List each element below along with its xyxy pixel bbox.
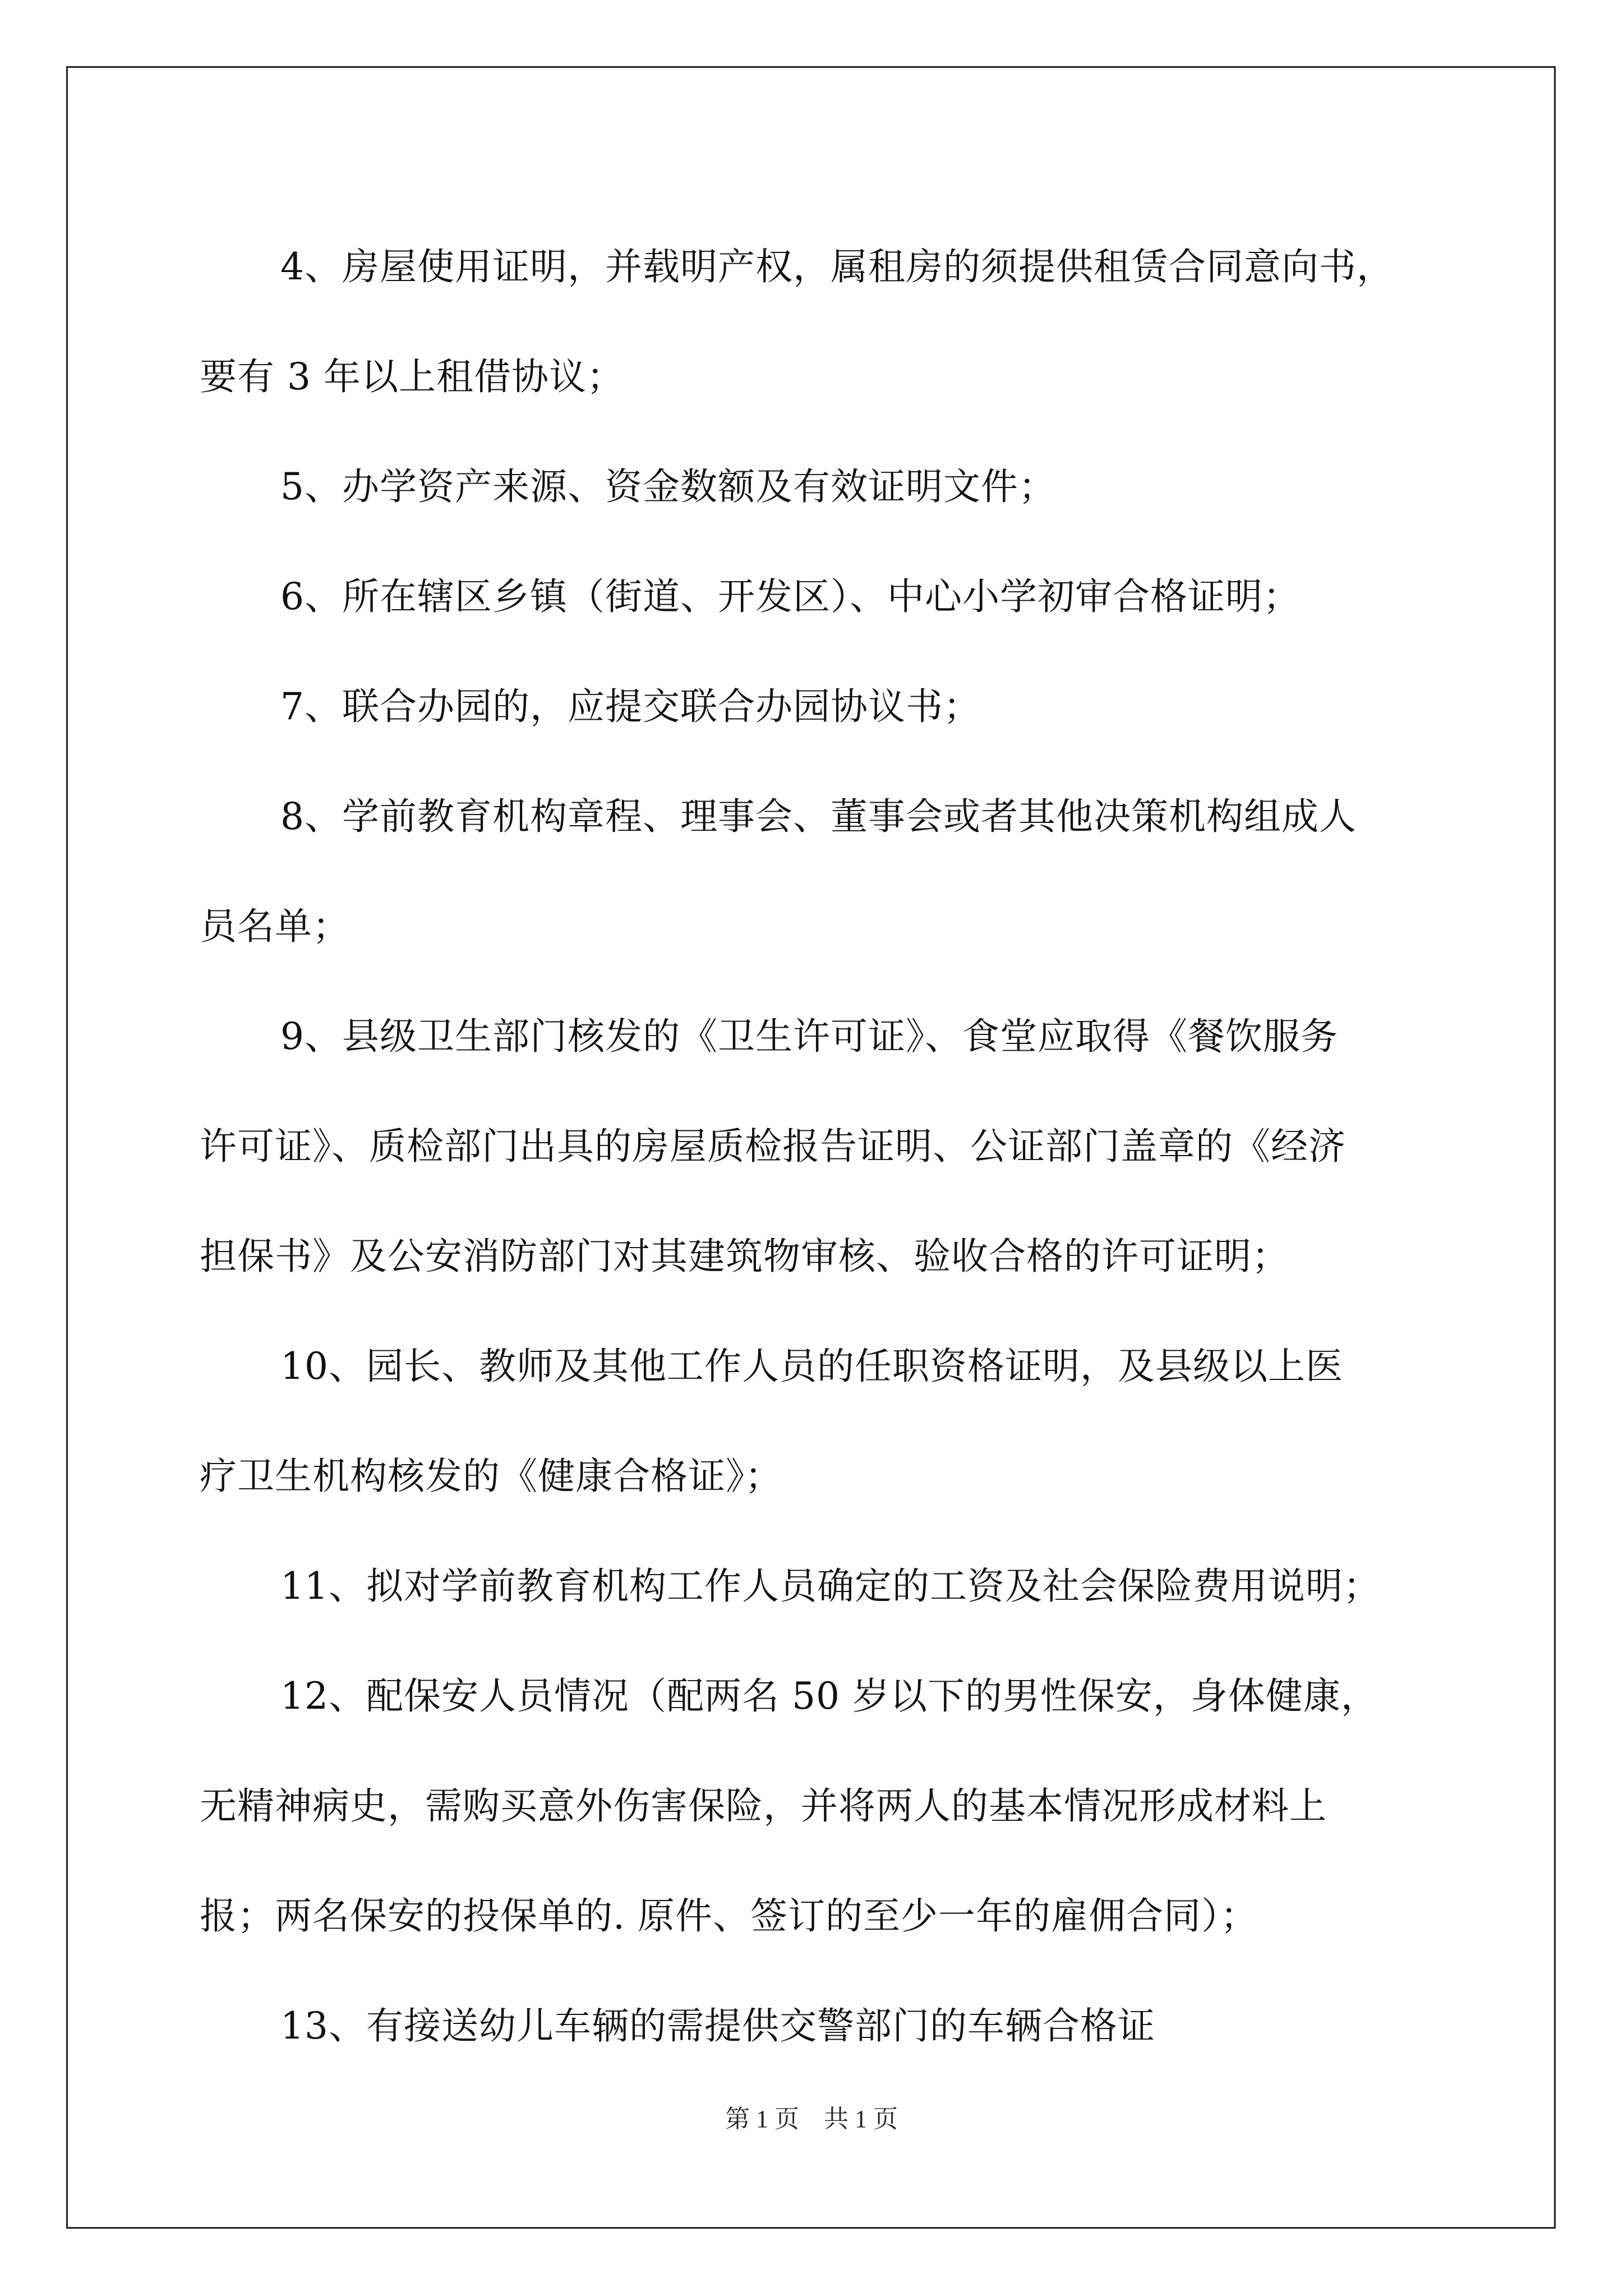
- document-body: [200, 212, 1433, 2081]
- paragraph-line: 8、学前教育机构章程、理事会、董事会或者其他决策机构组成人: [280, 795, 1357, 838]
- paragraph-line: 担保书》及公安消防部门对其建筑物审核、验收合格的许可证明；: [200, 1235, 1289, 1278]
- paragraph-line: 无精神病史，需购买意外伤害保险，并将两人的基本情况形成材料上: [200, 1784, 1327, 1828]
- paragraph-line: 4、房屋使用证明，并载明产权，属租房的须提供租赁合同意向书，: [280, 245, 1394, 288]
- paragraph-line: 许可证》、质检部门出具的房屋质检报告证明、公证部门盖章的《经济: [200, 1125, 1346, 1168]
- paragraph-line: 9、县级卫生部门核发的《卫生许可证》、食堂应取得《餐饮服务: [280, 1015, 1338, 1058]
- paragraph-line: 报；两名保安的投保单的. 原件、签订的至少一年的雇佣合同）；: [200, 1894, 1258, 1938]
- paragraph-line: 12、配保安人员情况（配两名 50 岁以下的男性保安，身体健康，: [280, 1674, 1378, 1718]
- paragraph-line: 13、有接送幼儿车辆的需提供交警部门的车辆合格证: [280, 2004, 1155, 2047]
- paragraph-line: 员名单；: [200, 905, 350, 948]
- paragraph-line: 7、联合办园的，应提交联合办园协议书；: [280, 685, 981, 728]
- paragraph-line: 要有 3 年以上租借协议；: [200, 355, 624, 398]
- page-number-footer: 第 1 页 共 1 页: [725, 2105, 898, 2133]
- paragraph-line: 疗卫生机构核发的《健康合格证》；: [200, 1455, 782, 1498]
- paragraph-line: 10、园长、教师及其他工作人员的任职资格证明，及县级以上医: [280, 1345, 1343, 1388]
- paragraph-line: 11、拟对学前教育机构工作人员确定的工资及社会保险费用说明；: [280, 1565, 1381, 1608]
- paragraph-line: 6、所在辖区乡镇（街道、开发区）、中心小学初审合格证明；: [280, 575, 1301, 618]
- paragraph-line: 5、办学资产来源、资金数额及有效证明文件；: [280, 465, 1056, 508]
